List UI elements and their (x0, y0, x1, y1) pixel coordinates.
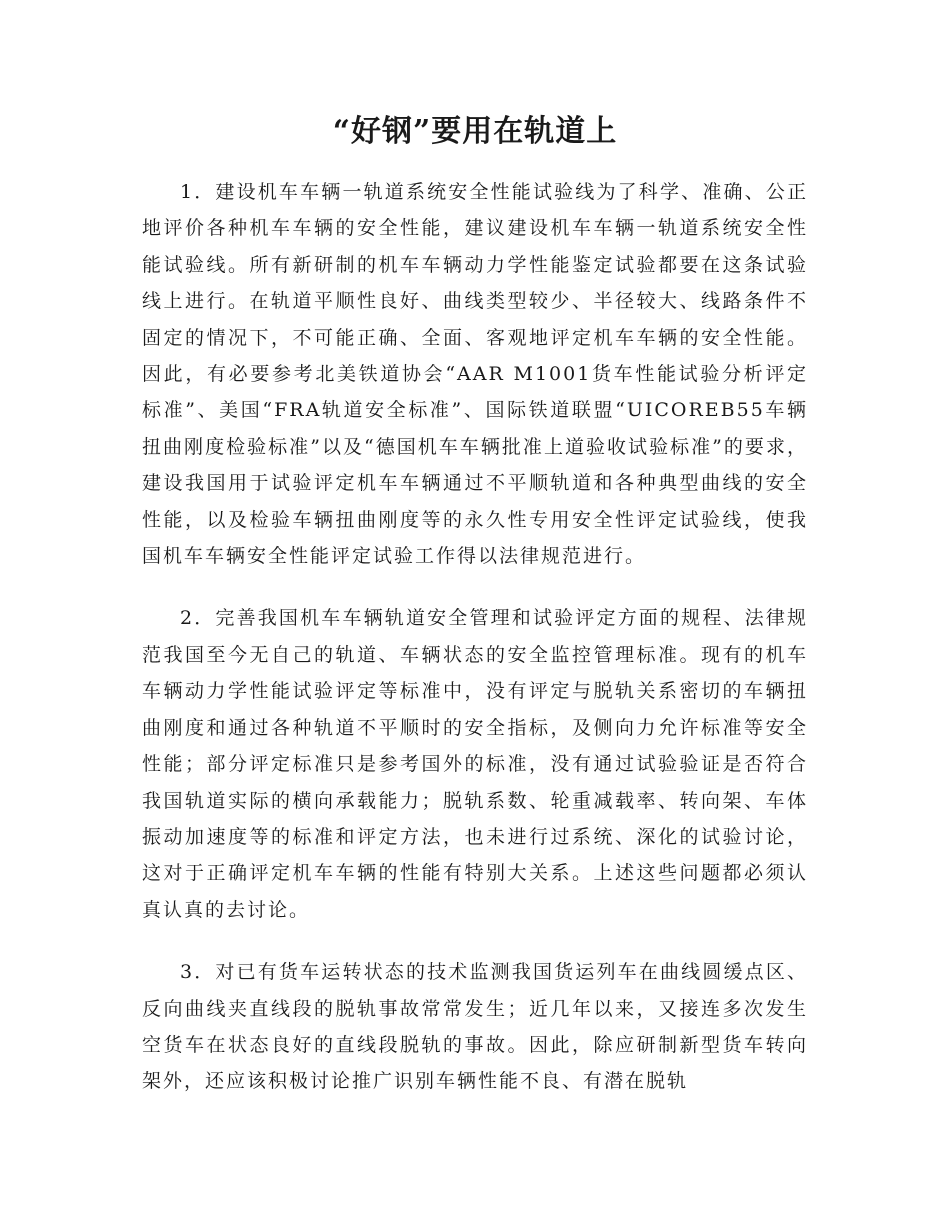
document-title: “好钢”要用在轨道上 (332, 114, 618, 149)
paragraph-1: 1．建设机车车辆一轨道系统安全性能试验线为了科学、准确、公正地评价各种机车车辆的安全性能，建议建设机车车辆一轨道系统安全性能试验线。所有新研制的机车车辆动力学性能鉴定试验都要在这条试验线上进行。在轨道平顺性良好、曲线类型较少、半径较大、线路条件不固定的情况下，不可能正确、全面、客观地评定机车车辆的安全性能。因此，有必要参考北美铁道协会“AAR M1001货车性能试验分析评定标准”、美国“FRA轨道安全标准”、国际铁道联盟“UICOREB55车辆扭曲刚度检验标准”以及“德国机车车辆批准上道验收试验标准”的要求，建设我国用于试验评定机车车辆通过不平顺轨道和各种典型曲线的安全性能，以及检验车辆扭曲刚度等的永久性专用安全性评定试验线，使我国机车车辆安全性能评定试验工作得以法律规范进行。 (142, 181, 808, 568)
paragraph-3: 3．对已有货车运转状态的技术监测我国货运列车在曲线圆缓点区、反向曲线夹直线段的脱轨事故常常发生；近几年以来，又接连多次发生空货车在状态良好的直线段脱轨的事故。因此，除应研制新型货车转向架外，还应该积极讨论推广识别车辆性能不良、有潜在脱轨 (142, 961, 808, 1093)
paragraph-2: 2．完善我国机车车辆轨道安全管理和试验评定方面的规程、法律规范我国至今无自己的轨道、车辆状态的安全监控管理标准。现有的机车车辆动力学性能试验评定等标准中，没有评定与脱轨关系密切的车辆扭曲刚度和通过各种轨道不平顺时的安全指标，及侧向力允许标准等安全性能；部分评定标准只是参考国外的标准，没有通过试验验证是否符合我国轨道实际的横向承载能力；脱轨系数、轮重减载率、转向架、车体振动加速度等的标准和评定方法，也未进行过系统、深化的试验讨论，这对于正确评定机车车辆的性能有特别大关系。上述这些问题都必须认真认真的去讨论。 (142, 607, 808, 921)
